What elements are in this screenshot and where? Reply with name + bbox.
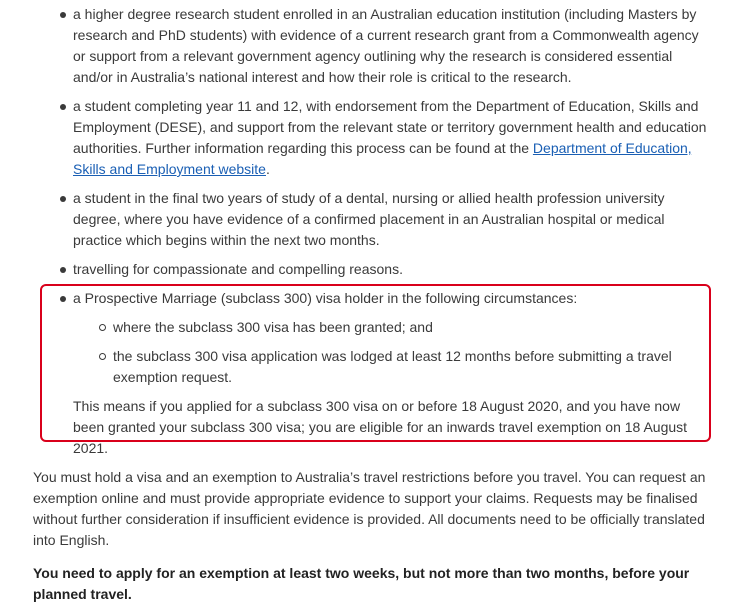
- requirements-paragraph: You must hold a visa and an exemption to Australia’s travel restrictions before you travel. You can request an exemption online and must provide appropriate evidence to support your claims. Requests may be finalised without further consideration if insufficient evidence is provided. All documents need to be officially translated into English.: [33, 469, 706, 548]
- sub-list-item-text: the subclass 300 visa application was lodged at least 12 months before submitting a travel exemption request.: [113, 348, 672, 385]
- list-item-text: a Prospective Marriage (subclass 300) visa holder in the following circumstances:: [73, 290, 578, 306]
- apply-timing-notice: You need to apply for an exemption at least two weeks, but not more than two months, before your planned travel.: [33, 565, 690, 602]
- sub-list-item-text: where the subclass 300 visa has been granted; and: [113, 319, 433, 335]
- document-content: [33, 4, 713, 605]
- list-item-prospective-marriage: [33, 288, 713, 459]
- eligibility-list: [33, 4, 713, 459]
- list-item: [33, 188, 713, 251]
- list-item-text: a student in the final two years of study of a dental, nursing or allied health profession university degree, where you have evidence of a confirmed placement in an Australian hospital or medical practice which begins within the next two months.: [73, 190, 665, 248]
- sub-list-item: [73, 346, 713, 388]
- sub-list: [73, 317, 713, 388]
- dese-website-link[interactable]: Department of Education, Skills and Employment website: [73, 140, 692, 177]
- list-item-text: a higher degree research student enrolled in an Australian education institution (including Masters by research and PhD students) with evidence of a current research grant from a Commonwealth agency or support from a relevant government agency outlining why the research is considered essential and/or in Australia’s national interest and how their role is critical to the research.: [73, 6, 699, 85]
- list-item: [33, 96, 713, 180]
- eligibility-note: This means if you applied for a subclass 300 visa on or before 18 August 2020, and you have now been granted your subclass 300 visa; you are eligible for an inwards travel exemption on 18 August 2021.: [73, 398, 688, 456]
- sub-list-item: [73, 317, 713, 338]
- list-item-text: a student completing year 11 and 12, with endorsement from the Department of Education, Skills and Employment (DESE), and support from the relevant state or territory government health and education authorities. Further information regarding this process can be found at the: [73, 98, 707, 156]
- list-item: [33, 259, 713, 280]
- list-item-text-end: .: [265, 161, 270, 177]
- list-item-text: travelling for compassionate and compelling reasons.: [73, 261, 403, 277]
- list-item: [33, 4, 713, 88]
